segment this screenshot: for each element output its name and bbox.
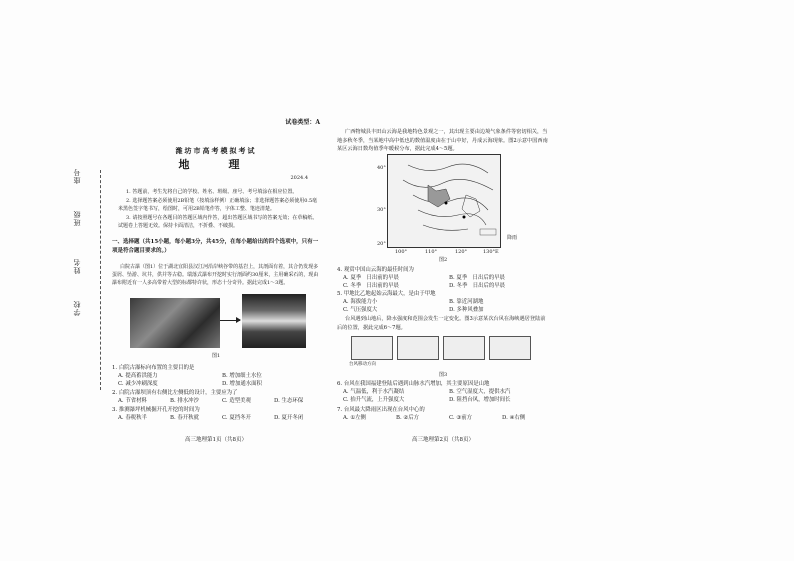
option-c: C. ③前方 xyxy=(449,415,472,421)
lon-tick-120: 120° xyxy=(455,249,468,255)
question-4 xyxy=(337,266,549,290)
figure3-panel-4 xyxy=(489,336,531,360)
passage-3: 台风遇到山地后，降水强度和范围会发生一定变化。图3示意某次台风在海峡遇居登陆前后的位置，据此完成6～7题。 xyxy=(337,316,546,331)
option-d: D. 生态环保 xyxy=(274,398,304,404)
option-d: D. 阻挡台风，增加时间长 xyxy=(449,397,511,403)
exam-title: 潍坊市高考模拟考试 xyxy=(175,146,257,155)
figure3-panel-2 xyxy=(397,336,439,360)
right-page xyxy=(337,108,549,448)
option-d: D. 夏开冬闭 xyxy=(274,415,304,421)
exam-date: 2024.4 xyxy=(290,175,308,181)
option-a: A. 夏季 日出前的早晨 xyxy=(343,275,399,281)
passage-1: 白院古瀑（图1）位于湖北宜阳县汉江河沿岸峡谷带的基岩上，其剖面有着，其合仍发现多蛋屑、坠游、坑井，供并等古稳。瑞落式瀑布开挖时实行剖面约30厘米，主用确采石的，现由瀑布附近有一人多高带着大型的标都特许状，形态十分奇异。据此完成1～3题。 xyxy=(112,264,319,286)
question-1 xyxy=(112,364,320,388)
lon-tick-110: 110° xyxy=(425,249,438,255)
sidebar-field-name: 姓名 xyxy=(73,258,81,274)
question-stem: 7. 台风最大降雨区出现在台风中心的 xyxy=(337,407,425,413)
figure2-map xyxy=(387,154,501,248)
binding-line xyxy=(100,170,101,390)
page-footer: 高三地理第2页（共8页） xyxy=(412,437,474,443)
figure1-photo-left xyxy=(130,298,220,348)
figure3-panel-1 xyxy=(351,336,393,360)
option-c: C. 气压强度大 xyxy=(343,307,378,313)
question-stem: 4. 观赏中国山云海的最佳时间为 xyxy=(337,267,414,273)
figure3-panel-3 xyxy=(443,336,485,360)
figure1-arrowhead xyxy=(236,317,241,323)
option-a: A. ①左侧 xyxy=(343,415,366,421)
question-stem: 2. 白院古瀑坝顶有右侧比左侧低的设计，主要应为了 xyxy=(112,390,238,396)
lon-tick-130: 130°E xyxy=(483,249,499,255)
option-a: A. 提高蓄洪能力 xyxy=(118,373,158,379)
question-stem: 5. 甲地比乙地起始云海最大，是由于甲地 xyxy=(337,291,436,297)
subject-title: 地 理 xyxy=(178,158,254,171)
instruction-2: 2. 选择题答案必须使用2B铅笔（按填涂样例）正确填涂；非选择题答案必须使用0.5毫米黑色签字笔书写，绘图时，可用2B铅笔作答，字体工整、笔迹清楚。 xyxy=(118,197,318,212)
section-title: 一、选择题（共15小题，每小题3分，共45分，在每小题给出的四个选项中，只有一项是符合题目要求的。） xyxy=(112,239,319,254)
instructions xyxy=(118,188,318,231)
option-b: B. ②后方 xyxy=(396,415,420,421)
option-b: B. 夏季 日出后的早晨 xyxy=(449,275,505,281)
option-c: C. 抬升气流，上升强度大 xyxy=(343,397,405,403)
option-a: A. 海拔能力小 xyxy=(343,299,378,305)
question-5 xyxy=(337,290,549,314)
option-b: B. 春开秋就 xyxy=(170,415,199,421)
contour-map xyxy=(388,155,500,247)
figure3-legend: 台风移动方向 xyxy=(349,362,376,367)
option-d: D. ④右侧 xyxy=(502,415,526,421)
option-d: D. 多种风叠加 xyxy=(449,307,484,313)
option-c: C. 减少冲刷深度 xyxy=(118,381,158,387)
option-c: C. 冬季 日出前的早晨 xyxy=(343,283,399,289)
option-b: B. 空气湿度大，提供水汽 xyxy=(449,389,511,395)
lat-tick-20: 20° xyxy=(377,241,386,247)
figure3-caption: 图3 xyxy=(439,372,448,378)
question-2 xyxy=(112,389,320,405)
left-page xyxy=(112,108,320,448)
question-3 xyxy=(112,406,320,422)
map-legend: 降雨 xyxy=(507,235,518,241)
figure2-caption: 图2 xyxy=(439,257,448,263)
lat-tick-30: 30° xyxy=(377,207,386,213)
question-6 xyxy=(337,380,549,404)
option-a: A. 节省材料 xyxy=(118,398,147,404)
question-stem: 1. 白院古瀑标向布置的主要目的是 xyxy=(112,365,195,371)
instruction-3: 3. 请按照题号在各题目的答题区域内作答，超出答题区域书写的答案无效；在草稿纸、试题卷上答题无效。保持卡面清洁，不折叠、不破损。 xyxy=(118,214,318,229)
option-d: D. 增加通水面积 xyxy=(222,381,262,387)
option-a: A. 春税秋半 xyxy=(118,415,147,421)
question-7 xyxy=(337,406,549,422)
figure1-photo-right xyxy=(242,294,306,348)
figure1-caption: 图1 xyxy=(212,353,221,359)
question-stem: 6. 台风在我国福建登陆后遇到山脉水汽增加，其主要原因是山地 xyxy=(337,381,490,387)
lon-tick-100: 100° xyxy=(395,249,408,255)
passage-2: 广西物城县丰田山云海是我地特色景观之一，其出现主要由边境气象条件等密切相关，当地多秋冬季，当某地中高中低也的数值温度由在于山中好，丹成云海现象。图2示意中国西南某区云海日数均值季年暖候分布，据此完成4～5题。 xyxy=(337,129,548,152)
question-stem: 3. 推测瀑坪机械掘开孔开挖的时间为 xyxy=(112,407,200,413)
option-b: B. 靠近河湖地 xyxy=(449,299,484,305)
page-footer: 高三地理第1页（共8页） xyxy=(185,437,247,443)
paper-type: 试卷类型：A xyxy=(285,119,320,126)
option-b: B. 增加细土水位 xyxy=(222,373,262,379)
option-a: A. 气温低，利于水汽凝结 xyxy=(343,389,405,395)
sidebar-field-seat: 座号 xyxy=(73,168,81,184)
option-b: B. 排水冲沙 xyxy=(170,398,199,404)
sidebar-field-school: 学校 xyxy=(73,300,81,316)
option-c: C. 夏挡冬开 xyxy=(222,415,251,421)
option-c: C. 造型美观 xyxy=(222,398,251,404)
lat-tick-40: 40° xyxy=(377,165,386,171)
instruction-1: 1. 答题前，考生先将自己的学校、姓名、班级、座号、考号填涂在相应位置。 xyxy=(126,189,298,195)
option-d: D. 冬季 日出后的早晨 xyxy=(449,283,506,289)
sidebar-field-class: 班级 xyxy=(73,210,81,226)
